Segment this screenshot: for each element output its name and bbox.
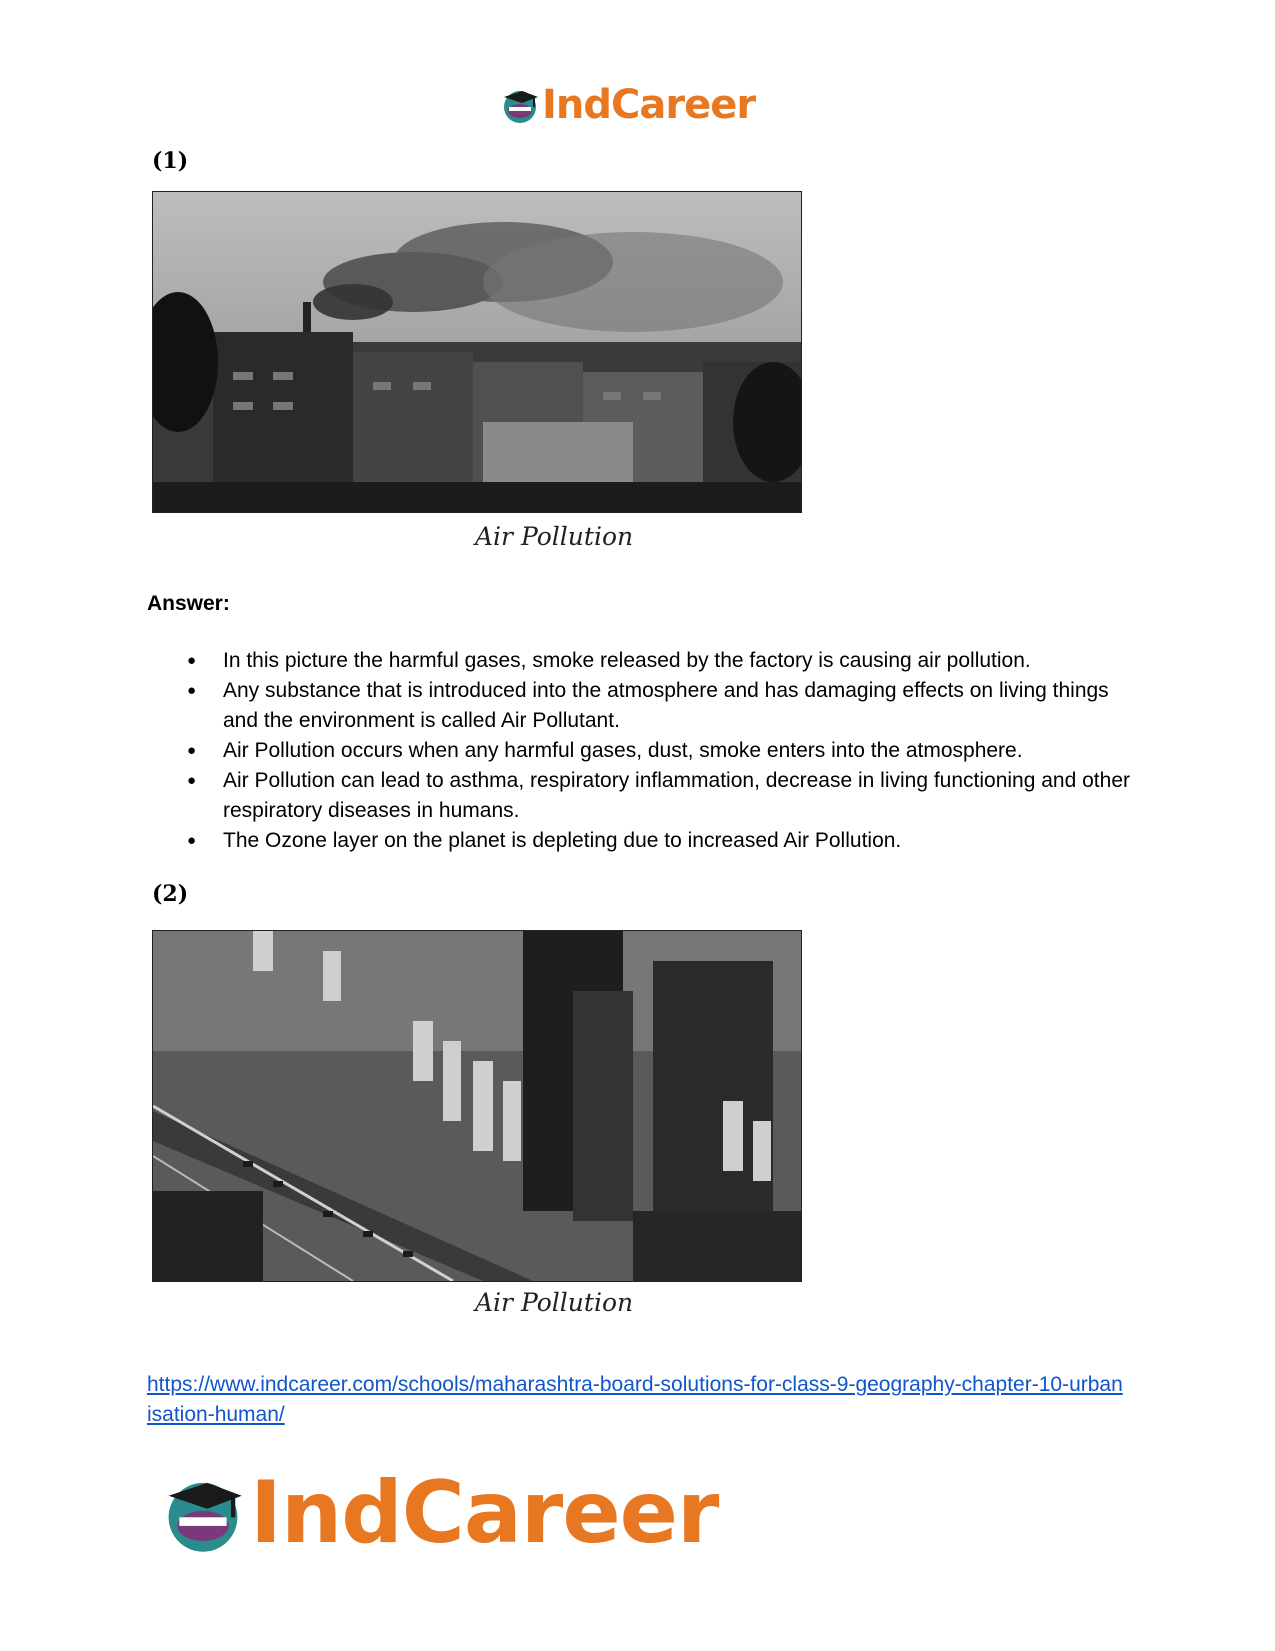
list-item: ● Air Pollution occurs when any harmful gases, dust, smoke enters into the atmosphere.: [147, 736, 1147, 766]
header-logo: [500, 80, 755, 130]
image-caption-1: Air Pollution: [475, 522, 634, 551]
question-number-2: (2): [152, 881, 189, 907]
answer-list: [147, 646, 1147, 856]
graduation-cap-icon: [160, 1470, 246, 1556]
list-item: ● In this picture the harmful gases, smoke released by the factory is causing air pollution.: [147, 646, 1147, 676]
graduation-cap-icon: [500, 85, 540, 125]
list-item: ● Any substance that is introduced into the atmosphere and has damaging effects on living things and the environment is called Air Pollutant.: [147, 676, 1147, 736]
footer-logo-text: IndCareer: [250, 1462, 719, 1563]
air-pollution-city-photo: [152, 930, 802, 1282]
air-pollution-factory-photo: [152, 191, 802, 513]
list-item: ● The Ozone layer on the planet is depleting due to increased Air Pollution.: [147, 826, 1147, 856]
list-item: ● Air Pollution can lead to asthma, respiratory inflammation, decrease in living functioning and other respiratory diseases in humans.: [147, 766, 1147, 826]
question-number-1: (1): [152, 148, 189, 174]
image-caption-2: Air Pollution: [475, 1288, 634, 1317]
source-link[interactable]: https://www.indcareer.com/schools/maharashtra-board-solutions-for-class-9-geography-chapter-10-urbanisation-human/: [147, 1373, 1123, 1426]
answer-label: Answer:: [147, 592, 230, 615]
header-logo-text: IndCareer: [542, 82, 756, 128]
footer-logo: [160, 1462, 719, 1563]
